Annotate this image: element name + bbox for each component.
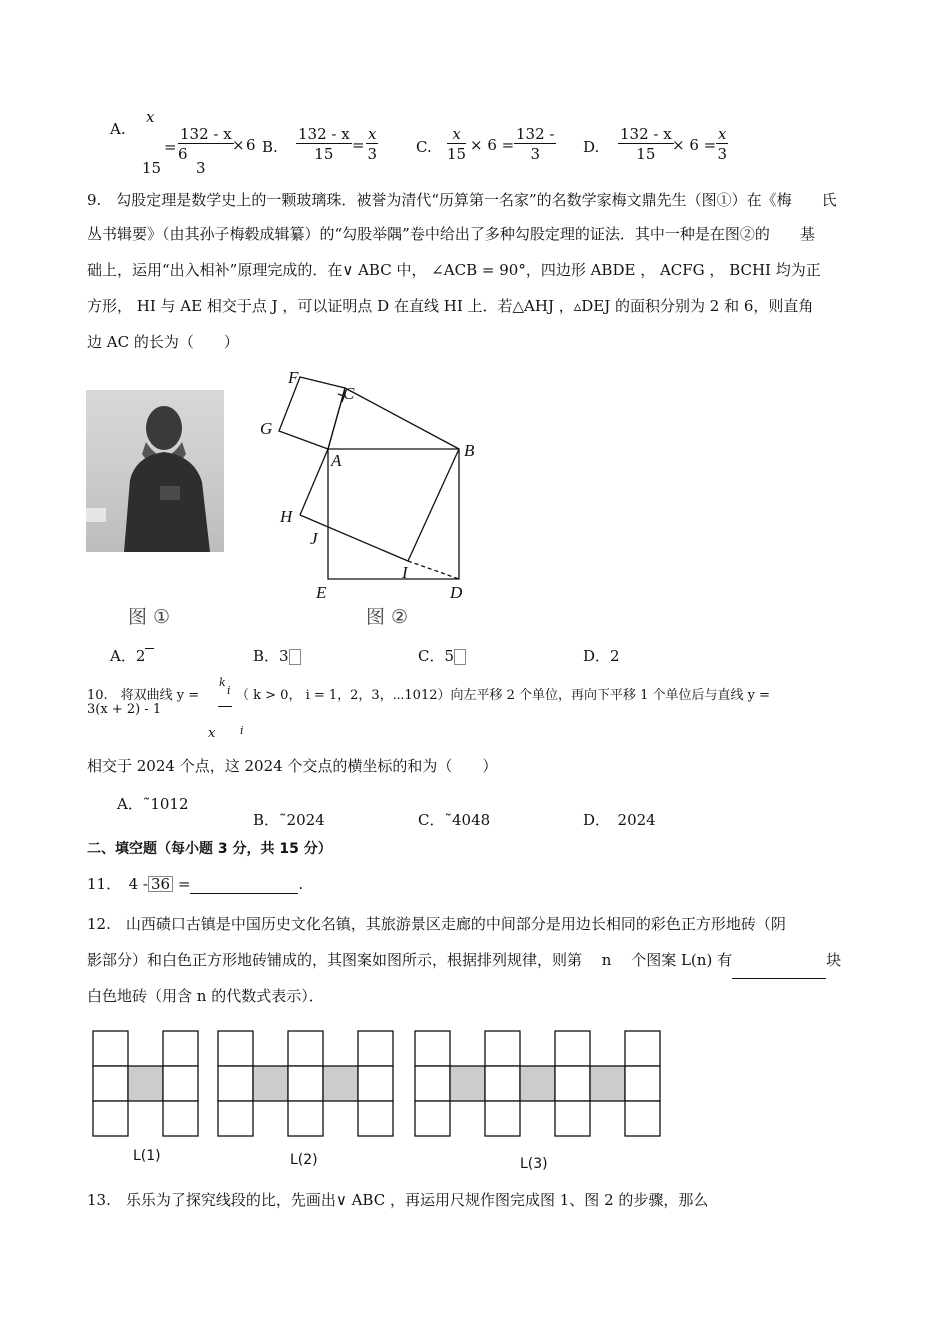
white-tile xyxy=(93,1066,128,1101)
shaded-tile xyxy=(253,1066,288,1101)
q10-frac-bar xyxy=(218,706,232,707)
white-tile xyxy=(415,1031,450,1066)
pattern-caption-l3: L(3) xyxy=(520,1156,548,1172)
q8-d-rnum: x xyxy=(718,125,727,143)
mei-wending-statue-photo xyxy=(86,390,224,552)
q9-option-b-radical xyxy=(289,649,301,665)
q10-frac-den: x xyxy=(208,726,216,741)
q8-b-frac-left xyxy=(296,125,352,164)
q10-line-1-sub: 3(x + 2) - 1 xyxy=(87,702,162,717)
q9-option-b-text: B．3 xyxy=(253,647,289,665)
q8-a-eq: = xyxy=(164,138,177,156)
square-acfg xyxy=(279,377,345,449)
q8-a-frac-den: 6 xyxy=(178,145,188,163)
q10-frac-den-sub: i xyxy=(240,724,244,737)
section-2-title: 二、填空题（每小题 3 分，共 15 分） xyxy=(87,841,332,857)
white-tile xyxy=(288,1066,323,1101)
white-tile xyxy=(163,1101,198,1136)
shaded-tile xyxy=(520,1066,555,1101)
q8-d-den: 15 xyxy=(636,145,656,163)
q8-a-15: 15 xyxy=(142,159,162,177)
q9-line-1: 9. 勾股定理是数学史上的一颗玻璃珠．被誉为清代“历算第一名家”的名数学家梅文鼎先生（图①）在《梅 氏 xyxy=(87,191,837,209)
white-tile xyxy=(163,1066,198,1101)
point-label-b: B xyxy=(464,441,475,460)
pattern-caption-l2: L(2) xyxy=(290,1152,318,1168)
q12-tile-patterns xyxy=(90,1028,670,1140)
white-tile xyxy=(625,1031,660,1066)
pattern-caption-l1: L(1) xyxy=(133,1148,161,1164)
q8-b-frac-right xyxy=(366,125,378,164)
q9-line-4: 方形， HI 与 AE 相交于点 J ，可以证明点 D 在直线 HI 上．若△AHJ ，▵DEJ 的面积分别为 2 和 6，则直角 xyxy=(87,297,814,315)
statue-silhouette-icon xyxy=(86,390,224,552)
square-abde xyxy=(328,449,459,579)
white-tile xyxy=(163,1031,198,1066)
white-tile xyxy=(358,1031,393,1066)
q8-a-x: x xyxy=(146,108,155,126)
q9-option-c xyxy=(418,645,466,666)
segment-ha xyxy=(300,449,328,515)
q11-answer-blank[interactable] xyxy=(190,875,298,894)
white-tile xyxy=(415,1101,450,1136)
q8-option-a-label: A. xyxy=(110,120,126,138)
white-tile xyxy=(358,1066,393,1101)
q12-line-2a: 影部分）和白色正方形地砖铺成的，其图案如图所示，根据排列规律，则第 n 个图案 L(n) 有 xyxy=(87,951,733,969)
q10-line-1-start: 10. 将双曲线 y = xyxy=(87,688,200,703)
q9-option-c-text: C．5 xyxy=(418,647,455,665)
q10-option-c: C．˜4048 xyxy=(418,811,491,829)
q8-c-den: 15 xyxy=(447,145,467,163)
q10-line-1-rest: （ k > 0， i = 1，2，3，⋯1012）向左平移 2 个单位，再向下平移 1 个单位后与直线 y = xyxy=(236,688,771,703)
q9-option-a-text: A．2 xyxy=(110,647,146,665)
q8-option-d-label: D. xyxy=(583,138,600,156)
shaded-tile xyxy=(128,1066,163,1101)
q8-b-rnum: x xyxy=(368,125,377,143)
q9-line-2: 丛书辑要》（由其孙子梅毂成辑纂）的“勾股举隅”卷中给出了多种勾股定理的证法．其中一种是在图②的 基 xyxy=(87,225,815,243)
shaded-tile xyxy=(323,1066,358,1101)
segment-id-dashed xyxy=(408,561,459,579)
q10-frac-num: k xyxy=(219,676,226,689)
q12-answer-blank[interactable] xyxy=(732,942,826,979)
q8-c-num: x xyxy=(447,125,466,144)
white-tile xyxy=(288,1031,323,1066)
white-tile xyxy=(288,1101,323,1136)
q9-option-a-radical xyxy=(145,648,154,663)
white-tile xyxy=(358,1101,393,1136)
q11-end: . xyxy=(298,875,304,893)
white-tile xyxy=(555,1066,590,1101)
white-tile xyxy=(218,1066,253,1101)
figure-1-caption: 图 ① xyxy=(128,606,171,628)
q8-c-frac-right xyxy=(514,125,556,164)
white-tile xyxy=(625,1101,660,1136)
point-label-h: H xyxy=(280,507,293,526)
white-tile xyxy=(93,1031,128,1066)
white-tile xyxy=(555,1031,590,1066)
segment-bi xyxy=(408,449,459,561)
point-label-j: J xyxy=(310,529,318,548)
white-tile xyxy=(218,1101,253,1136)
white-tile xyxy=(485,1101,520,1136)
q8-b-eq: = xyxy=(352,136,365,154)
q8-a-frac-num: 132 - x xyxy=(180,125,232,143)
white-tile xyxy=(218,1031,253,1066)
q9-option-a xyxy=(110,645,154,666)
q8-c-times: × 6 = xyxy=(470,136,515,154)
point-label-d: D xyxy=(450,583,463,600)
shaded-tile xyxy=(590,1066,625,1101)
point-label-a: A xyxy=(331,451,342,470)
q8-a-frac xyxy=(178,125,234,164)
q11-eq: = xyxy=(177,875,191,893)
q10-option-b: B．˜2024 xyxy=(253,811,325,829)
shaded-tile xyxy=(450,1066,485,1101)
q9-option-c-radical xyxy=(454,649,466,665)
q8-a-times: × xyxy=(232,136,245,154)
q8-b-rden: 3 xyxy=(367,145,377,163)
q9-option-d: D．2 xyxy=(583,647,620,665)
white-tile xyxy=(625,1066,660,1101)
q8-option-b-label: B. xyxy=(262,138,278,156)
point-label-f: F xyxy=(288,368,299,387)
white-tile xyxy=(485,1031,520,1066)
q8-c-frac-left xyxy=(447,125,466,164)
q10-option-a: A．˜1012 xyxy=(117,795,189,813)
figure-2-caption: 图 ② xyxy=(366,606,409,628)
q12-line-3: 白色地砖（用含 n 的代数式表示）． xyxy=(87,987,324,1005)
q11-text: 11． 4 - xyxy=(87,875,148,893)
point-label-e: E xyxy=(316,583,327,600)
q11-radical: 36 xyxy=(148,876,173,892)
white-tile xyxy=(415,1066,450,1101)
q8-d-times: × 6 = xyxy=(672,136,717,154)
white-tile xyxy=(485,1066,520,1101)
q8-d-rden: 3 xyxy=(717,145,727,163)
q10-frac-num-sub: i xyxy=(227,684,231,697)
q8-d-frac-left xyxy=(618,125,674,164)
figure-2-geometry-diagram xyxy=(250,360,490,600)
q8-c-rnum: 132 - xyxy=(516,125,555,143)
q12-line-2 xyxy=(87,942,877,979)
q8-a-3: 3 xyxy=(196,159,206,177)
q12-line-2b: 块 xyxy=(826,951,842,969)
q9-line-5: 边 AC 的长为（ ） xyxy=(87,333,239,351)
q8-d-frac-right xyxy=(716,125,728,164)
white-tile xyxy=(93,1101,128,1136)
segment-cb xyxy=(345,388,459,449)
q8-c-rden: 3 xyxy=(530,145,540,163)
q11 xyxy=(87,873,303,894)
white-tile xyxy=(555,1101,590,1136)
q8-d-num: 132 - x xyxy=(620,125,672,143)
q8-b-num: 132 - x xyxy=(298,125,350,143)
q8-b-den: 15 xyxy=(314,145,334,163)
q12-line-1: 12. 山西碛口古镇是中国历史文化名镇，其旅游景区走廊的中间部分是用边长相同的彩色正方形地砖（阴 xyxy=(87,915,786,933)
point-label-c: C xyxy=(343,384,355,403)
q10-line-2: 相交于 2024 个点，这 2024 个交点的横坐标的和为（ ） xyxy=(87,757,498,775)
q8-a-6: 6 xyxy=(246,136,256,154)
q8-option-c-label: C. xyxy=(416,138,432,156)
point-label-i: I xyxy=(402,563,408,582)
q10-option-d: D． 2024 xyxy=(583,811,656,829)
point-label-g: G xyxy=(260,419,273,438)
q9-option-b xyxy=(253,645,301,666)
q9-line-3: 础上，运用“出入相补”原理完成的．在∨ ABC 中， ∠ACB = 90°，四边形 ABDE ， ACFG ， BCHI 均为正 xyxy=(87,261,821,279)
q13-line-1: 13. 乐乐为了探究线段的比，先画出∨ ABC ，再运用尺规作图完成图 1、图 2 的步骤，那么 xyxy=(87,1191,709,1209)
